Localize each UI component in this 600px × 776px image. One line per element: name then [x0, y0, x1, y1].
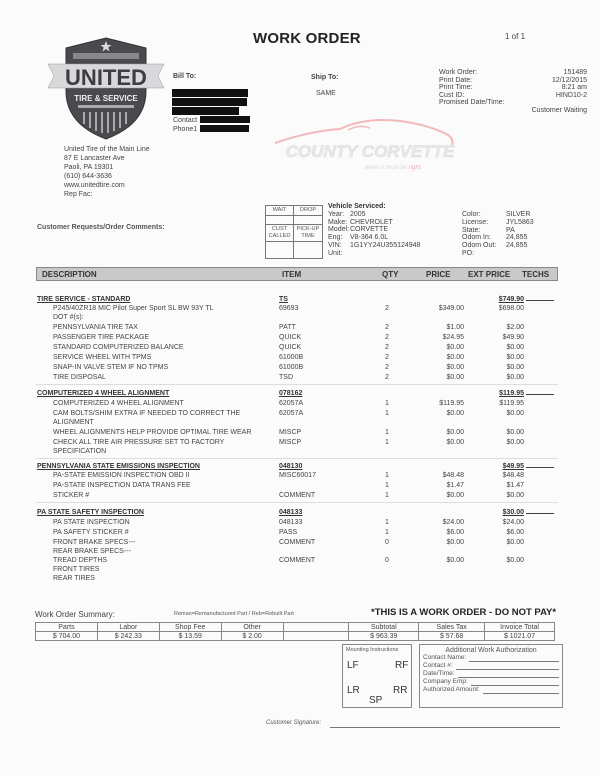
line-item-code: MISC60017 [279, 472, 316, 479]
vehicle-unit: Unit: [328, 249, 343, 257]
line-price: $1.47 [446, 482, 464, 489]
line-ext-price: $48.48 [502, 472, 524, 479]
line-description: PA SAFETY STICKER # [53, 529, 129, 536]
mount-rr: RR [393, 685, 408, 696]
line-item-code: QUICK [279, 344, 302, 351]
work-order-number: Work Order: 151489 [439, 69, 587, 76]
cust-called-cell[interactable]: CUST CALLED [266, 225, 294, 242]
line-item-row [0, 528, 600, 537]
line-item-code: COMMENT [279, 557, 316, 564]
drop-value[interactable] [294, 216, 322, 225]
work-order-info [439, 69, 587, 115]
line-item-row [0, 518, 600, 527]
svg-text:COUNTY CORVETTE: COUNTY CORVETTE [285, 142, 455, 161]
line-description: ALIGNMENT [53, 419, 94, 426]
col-item: ITEM [282, 270, 302, 279]
line-description: PASSENGER TIRE PACKAGE [53, 334, 150, 341]
line-description: WHEEL ALIGNMENTS HELP PROVIDE OPTIMAL TIRE WEAR [53, 429, 252, 436]
line-item-code: 61000B [279, 354, 304, 361]
section-total: $119.95 [499, 390, 524, 397]
line-item-row [0, 343, 600, 352]
line-price: $1.00 [446, 324, 464, 331]
section-code: 078162 [279, 390, 303, 397]
vehicle-color: Color: SILVER [462, 211, 531, 218]
line-ext-price: $0.00 [506, 539, 524, 546]
section-total: $49.95 [502, 463, 524, 470]
svg-text:when it must be right.: when it must be right. [364, 165, 422, 171]
line-description: SERVICE WHEEL WITH TPMS [53, 354, 152, 361]
line-item-row [0, 547, 600, 556]
line-ext-price: $119.95 [499, 400, 524, 407]
vehicle-vin: VIN: 1G1YY24U355124948 [328, 241, 421, 249]
line-item-row [0, 481, 600, 490]
line-ext-price: $0.00 [506, 344, 524, 351]
summary-headers: Parts Labor Shop Fee Other Subtotal Sales Tax Invoice Total [36, 623, 555, 632]
wait-value[interactable] [266, 216, 294, 225]
line-ext-price: $6.00 [506, 529, 524, 536]
authorized-amount-field[interactable]: Authorized Amount: [420, 686, 562, 694]
vehicle-engine: Eng: V8-364 6.0L [328, 234, 389, 242]
wait-cell[interactable]: WAIT [266, 206, 294, 216]
line-item-code: 048133 [279, 519, 303, 526]
vehicle-license: License: JYL5863 [462, 218, 534, 226]
svg-text:TIRE & SERVICE: TIRE & SERVICE [74, 94, 138, 103]
line-qty: 0 [385, 539, 389, 546]
county-corvette-watermark [270, 115, 470, 175]
customer-comments-label: Customer Requests/Order Comments: [37, 224, 165, 231]
line-items-header [36, 267, 558, 281]
page-count: 1 of 1 [505, 32, 526, 41]
contact-number-field[interactable]: Contact #: [420, 662, 562, 670]
vehicle-details [462, 211, 534, 258]
line-ext-price: $0.00 [506, 557, 524, 564]
section-code: 048130 [279, 463, 303, 470]
line-description: PENNSYLVANIA TIRE TAX [53, 324, 138, 331]
line-description: FRONT BRAKE SPECS--- [53, 539, 136, 546]
line-price: $349.00 [438, 305, 464, 312]
line-price: $0.00 [446, 429, 464, 436]
line-qty: 2 [385, 305, 389, 312]
line-description: PA-STATE INSPECTION DATA TRANS FEE [53, 482, 191, 489]
tech-signoff-line[interactable] [526, 513, 554, 514]
odometer-out: Odom Out: 24,855 [462, 242, 528, 250]
col-ext-price: EXT PRICE [468, 270, 511, 279]
line-description: PA-STATE EMISSION INSPECTION OBD II [53, 472, 190, 479]
line-price: $0.00 [446, 439, 464, 446]
line-ext-price: $2.00 [506, 324, 524, 331]
line-item-row [0, 313, 600, 322]
vehicle-heading: Vehicle Serviced: [328, 203, 386, 210]
line-qty: 1 [385, 472, 389, 479]
odometer-in: Odom In: 24,855 [462, 234, 528, 242]
line-item-row [0, 399, 600, 408]
page-title: WORK ORDER [253, 30, 361, 47]
line-item-row [0, 428, 600, 437]
line-price: $0.00 [446, 557, 464, 564]
bill-to-label: Bill To: [173, 73, 197, 80]
summary-label: Work Order Summary: [35, 610, 115, 619]
line-description: REAR TIRES [53, 575, 95, 582]
col-description: DESCRIPTION [42, 270, 97, 279]
svg-text:UNITED: UNITED [65, 65, 147, 90]
line-description: COMPUTERIZED 4 WHEEL ALIGNMENT [53, 400, 184, 407]
contact-name-field[interactable]: Contact Name: [420, 654, 562, 662]
line-item-code: COMMENT [279, 492, 316, 499]
tech-signoff-line[interactable] [526, 467, 554, 468]
line-qty: 2 [385, 364, 389, 371]
line-item-row [0, 538, 600, 547]
line-price: $0.00 [446, 492, 464, 499]
redacted-phone [200, 125, 249, 132]
line-qty: 1 [385, 429, 389, 436]
section-header-row [0, 295, 600, 304]
line-qty: 2 [385, 374, 389, 381]
line-description: CAM BOLTS/SHIM EXTRA IF NEEDED TO CORRECT THE [53, 410, 241, 417]
line-item-code: MISCP [279, 429, 302, 436]
col-qty: QTY [382, 270, 399, 279]
line-ext-price: $0.00 [506, 364, 524, 371]
customer-signature-field[interactable] [330, 727, 560, 728]
section-title: TIRE SERVICE - STANDARD [37, 296, 131, 303]
line-item-row [0, 556, 600, 565]
section-title: COMPUTERIZED 4 WHEEL ALIGNMENT [37, 390, 170, 397]
col-techs: TECHS [522, 270, 550, 279]
subtotal: $ 963.39 [349, 632, 419, 641]
line-item-code: 69693 [279, 305, 299, 312]
col-price: PRICE [426, 270, 451, 279]
line-description: TIRE DISPOSAL [53, 374, 106, 381]
section-total: $30.00 [502, 509, 524, 516]
line-ext-price: $0.00 [506, 374, 524, 381]
parts-total: $ 704.00 [36, 632, 98, 641]
line-price: $6.00 [446, 529, 464, 536]
line-qty: 2 [385, 324, 389, 331]
line-qty: 1 [385, 519, 389, 526]
section-divider [36, 458, 558, 459]
line-qty: 1 [385, 492, 389, 499]
vehicle-model: Model: CORVETTE [328, 226, 388, 234]
line-qty: 1 [385, 439, 389, 446]
line-price: $24.00 [442, 519, 464, 526]
section-divider [36, 502, 558, 503]
vehicle-po: PO: [462, 249, 475, 257]
redacted-city [172, 107, 239, 115]
print-time: Print Time: 8:21 am [439, 84, 587, 92]
line-ext-price: $1.47 [506, 482, 524, 489]
line-description: STICKER # [53, 492, 90, 499]
line-item-row [0, 323, 600, 332]
line-description: CHECK ALL TIRE AIR PRESSURE SET TO FACTORY [53, 439, 225, 446]
section-total: $749.90 [498, 296, 524, 303]
line-description: SPECIFICATION [53, 448, 107, 455]
line-description: DOT #(s): [53, 314, 84, 321]
line-qty: 1 [385, 400, 389, 407]
line-price: $0.00 [446, 364, 464, 371]
line-ext-price: $49.90 [502, 334, 524, 341]
line-qty: 2 [385, 334, 389, 341]
sales-tax: $ 57.68 [419, 632, 485, 641]
line-price: $48.48 [442, 472, 464, 479]
line-ext-price: $0.00 [506, 429, 524, 436]
mount-lr: LR [347, 685, 360, 696]
line-qty: 0 [385, 557, 389, 564]
promised-date: Promised Date/Time: [439, 99, 505, 107]
mount-sp: SP [369, 695, 383, 706]
line-qty: 2 [385, 344, 389, 351]
pickup-time-value[interactable] [294, 242, 322, 258]
vehicle-state: State: PA [462, 226, 515, 234]
line-price: $0.00 [446, 374, 464, 381]
additional-work-authorization: Additional Work Authorization Contact Name: Contact #: Date/Time: Company Emp: Authorized Amount: [419, 644, 563, 708]
line-price: $0.00 [446, 539, 464, 546]
redacted-name [172, 89, 248, 97]
line-ext-price: $0.00 [506, 410, 524, 417]
mount-rf: RF [395, 660, 409, 671]
section-code: 048133 [279, 509, 303, 516]
status-box [265, 205, 323, 259]
ship-to-label: Ship To: [311, 74, 339, 81]
pickup-time-cell[interactable]: PICK-UP TIME [294, 225, 322, 242]
print-date: Print Date: 12/12/2015 [439, 76, 587, 84]
line-item-code: MISCP [279, 439, 302, 446]
line-description: PA STATE INSPECTION [53, 519, 130, 526]
line-item-row [0, 491, 600, 500]
line-qty: 1 [385, 482, 389, 489]
line-item-row [0, 574, 600, 583]
line-description: FRONT TIRES [53, 566, 100, 573]
line-item-code: 62057A [279, 410, 304, 417]
company-emp-field[interactable]: Company Emp: [420, 678, 562, 686]
drop-cell[interactable]: DROP [294, 206, 322, 216]
line-price: $0.00 [446, 354, 464, 361]
line-item-row [0, 565, 600, 574]
ship-to-value: SAME [316, 90, 336, 97]
section-header-row [0, 462, 600, 471]
line-ext-price: $698.00 [498, 305, 524, 312]
company-address: United Tire of the Main Line 87 E Lancaster Ave Paoli, PA 19301 (610) 644-3636 www.unitedtire.com Rep Fac: [64, 146, 150, 198]
line-qty: 1 [385, 529, 389, 536]
invoice-total: $ 1021.07 [485, 632, 555, 641]
cust-id: Cust ID: HIND10-2 [439, 91, 587, 99]
line-item-row [0, 438, 600, 447]
reman-legend: Reman=Remanufactured Part / Reb=Rebuilt Part [174, 611, 294, 617]
line-item-code: QUICK [279, 334, 302, 341]
redacted-address [172, 98, 247, 106]
line-price: $24.95 [442, 334, 464, 341]
line-description: STANDARD COMPUTERIZED BALANCE [53, 344, 184, 351]
line-description: REAR BRAKE SPECS--- [53, 548, 131, 555]
section-header-row [0, 389, 600, 398]
tech-signoff-line[interactable] [526, 300, 554, 301]
line-description: TREAD DEPTHS [53, 557, 108, 564]
mounting-instructions: Mounting Instructions LF RF LR RR SP [342, 644, 412, 708]
line-item-row [0, 353, 600, 362]
line-qty: 2 [385, 354, 389, 361]
redacted-contact [200, 116, 250, 123]
vehicle-serviced [328, 203, 420, 258]
line-item-row [0, 304, 600, 313]
labor-total: $ 242.33 [97, 632, 159, 641]
section-divider [36, 384, 558, 385]
line-item-row [0, 373, 600, 382]
section-code: TS [279, 296, 288, 303]
line-item-row [0, 447, 600, 456]
vehicle-make: Make: CHEVROLET [328, 218, 393, 226]
line-description: P245/40ZR18 MIC Pilot Super Sport SL BW 93Y TL [53, 305, 214, 312]
line-ext-price: $0.00 [506, 439, 524, 446]
company-website: www.unitedtire.com [64, 182, 125, 189]
line-item-code: COMMENT [279, 539, 316, 546]
date-time-field[interactable]: Date/Time: [420, 670, 562, 678]
shop-fee-total: $ 13.59 [159, 632, 221, 641]
line-ext-price: $24.00 [502, 519, 524, 526]
line-item-row [0, 471, 600, 480]
line-item-code: 62057A [279, 400, 304, 407]
company-logo [44, 36, 168, 141]
bill-to-contact: Contact Phone1 [173, 117, 198, 133]
line-item-row [0, 418, 600, 427]
line-item-code: PASS [279, 529, 298, 536]
section-title: PENNSYLVANIA STATE EMISSIONS INSPECTION [37, 463, 200, 470]
vehicle-year: Year: 2005 [328, 210, 366, 218]
line-ext-price: $0.00 [506, 354, 524, 361]
tech-signoff-line[interactable] [526, 394, 554, 395]
section-title: PA STATE SAFETY INSPECTION [37, 509, 144, 516]
summary-values [36, 632, 555, 641]
customer-signature-label: Customer Signature: [266, 720, 322, 726]
line-price: $0.00 [446, 344, 464, 351]
line-item-row [0, 333, 600, 342]
line-item-code: 61000B [279, 364, 304, 371]
line-price: $0.00 [446, 410, 464, 417]
do-not-pay-notice: *THIS IS A WORK ORDER - DO NOT PAY* [371, 607, 557, 618]
summary-table [35, 622, 555, 641]
line-item-code: TSD [279, 374, 293, 381]
line-ext-price: $0.00 [506, 492, 524, 499]
line-price: $119.95 [439, 400, 464, 407]
mount-lf: LF [347, 660, 359, 671]
cust-called-value[interactable] [266, 242, 294, 258]
line-description: SNAP-IN VALVE STEM IF NO TPMS [53, 364, 169, 371]
section-header-row [0, 508, 600, 517]
line-item-row [0, 409, 600, 418]
promised-value: Customer Waiting [531, 106, 587, 114]
line-item-code: PATT [279, 324, 296, 331]
other-total: $ 2.00 [221, 632, 283, 641]
line-item-row [0, 363, 600, 372]
line-qty: 1 [385, 410, 389, 417]
